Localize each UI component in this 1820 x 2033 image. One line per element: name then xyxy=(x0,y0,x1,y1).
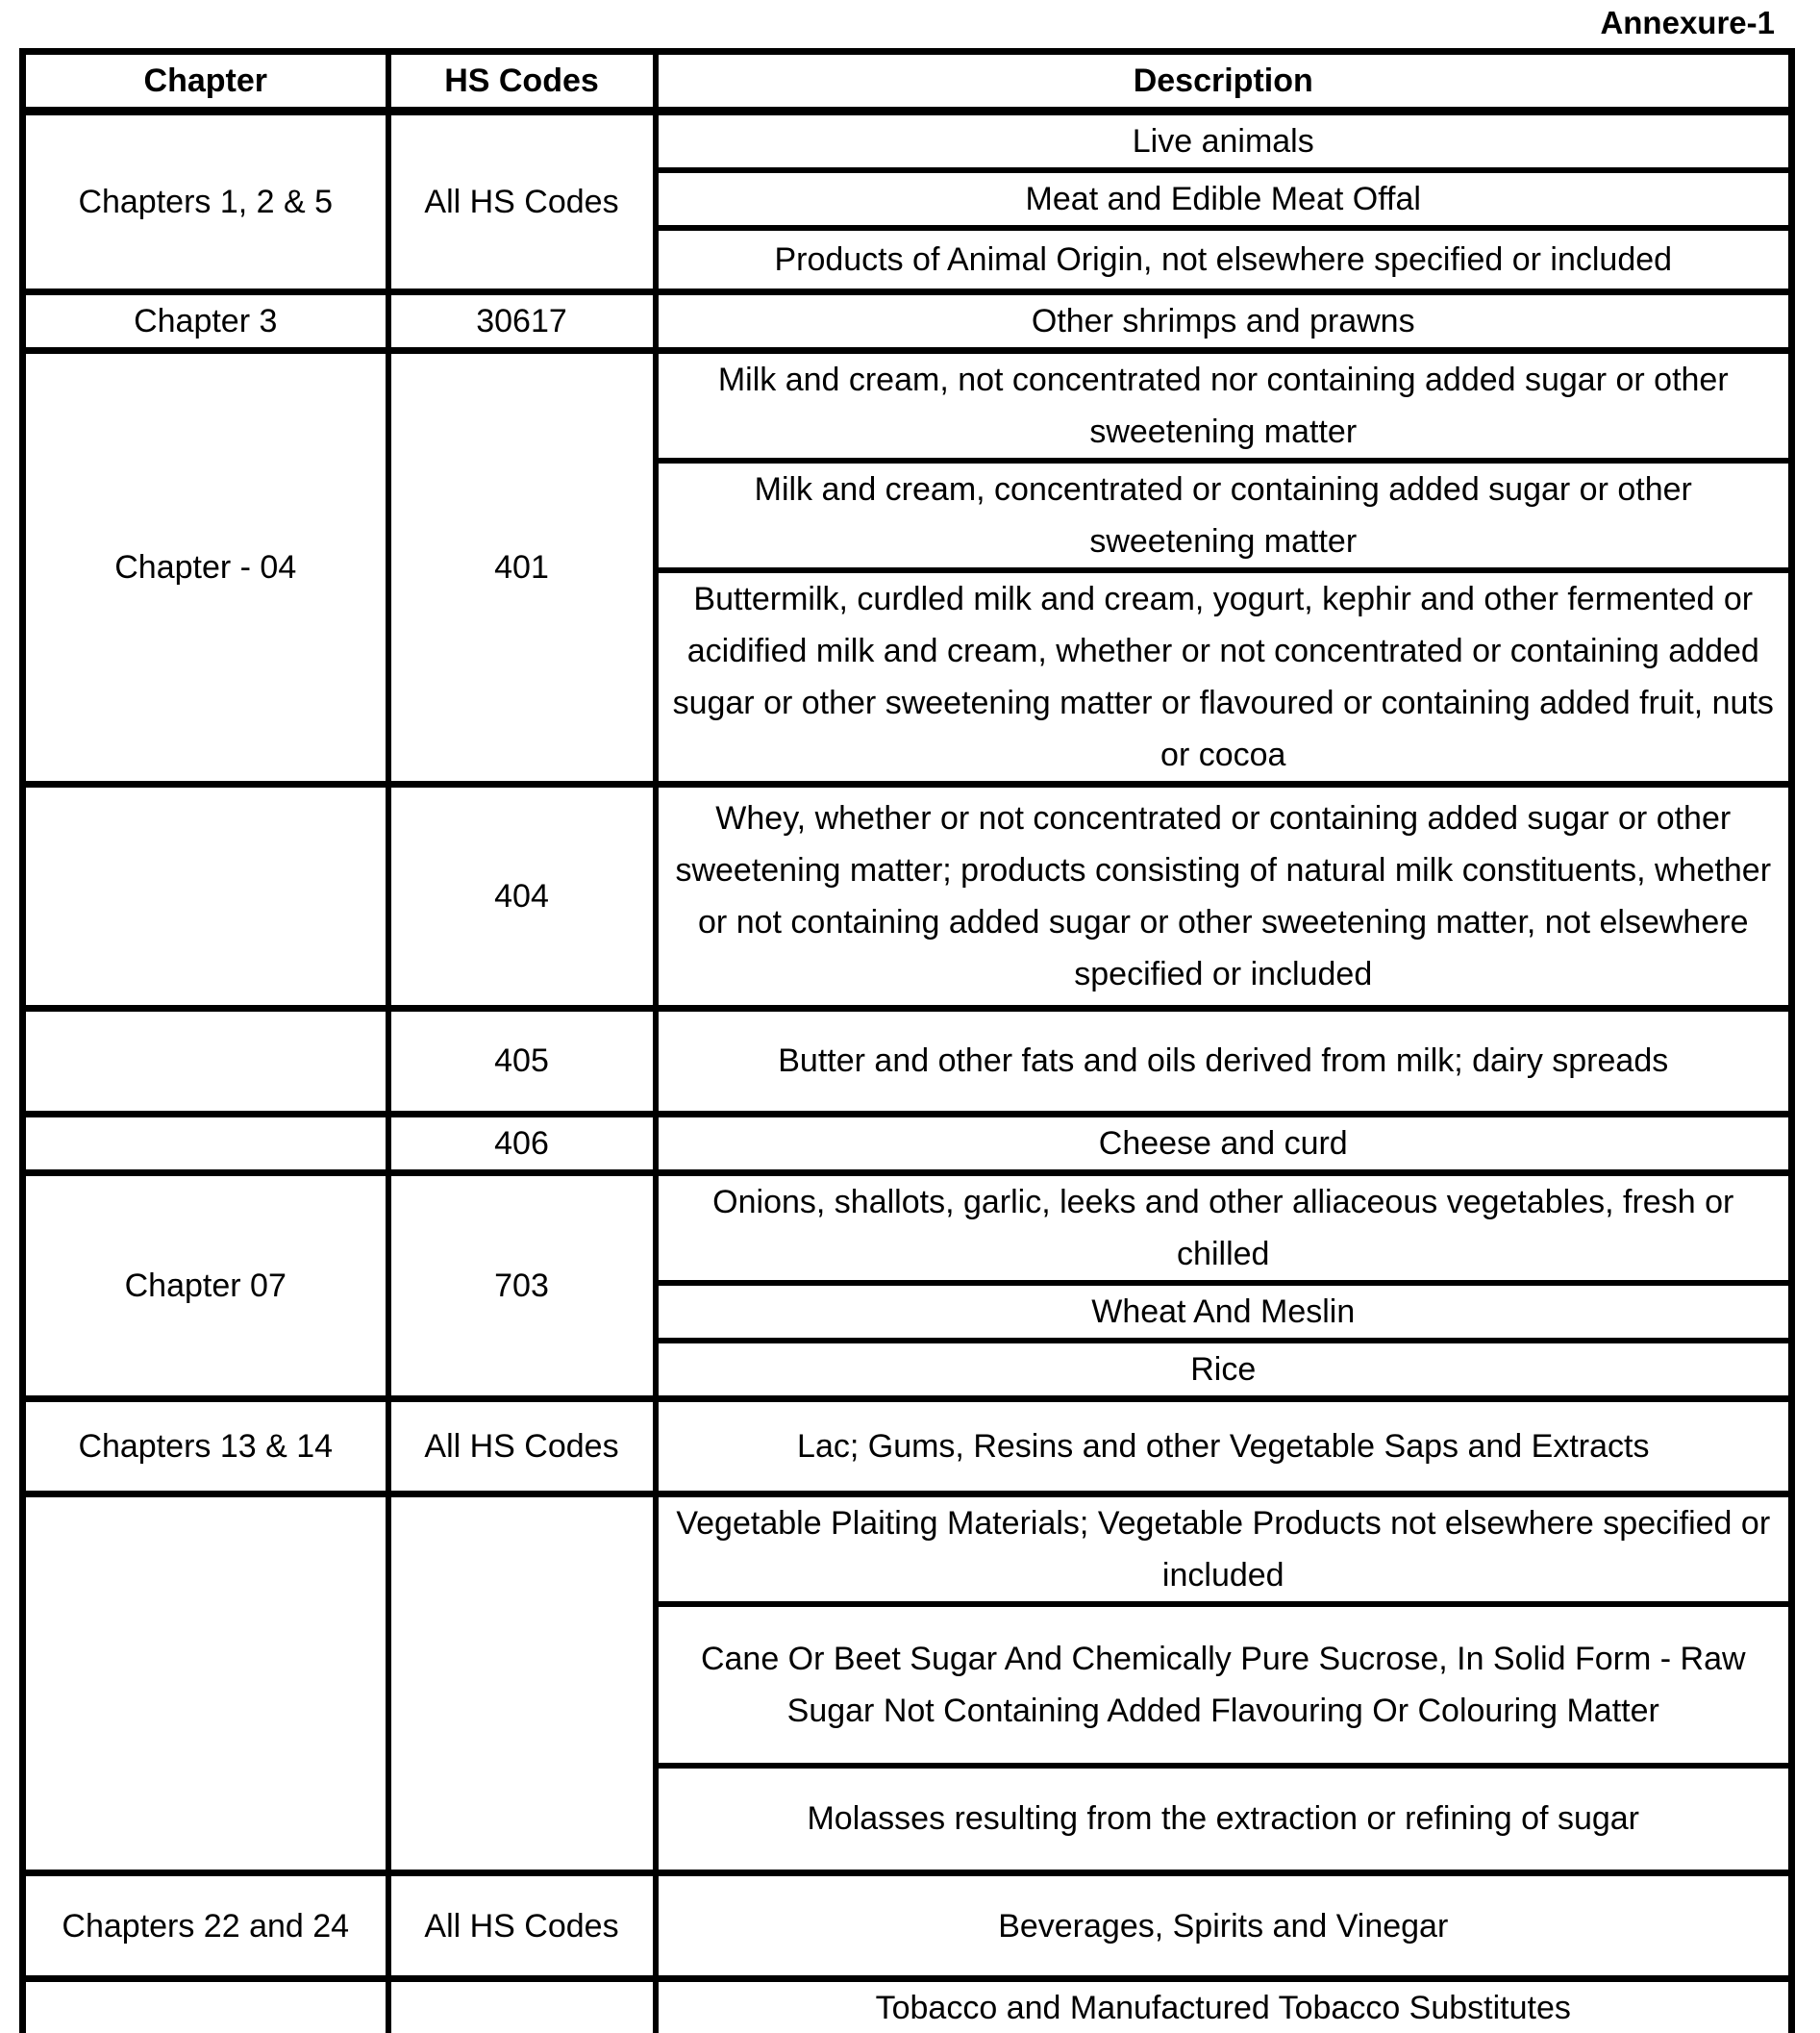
chapter-cell xyxy=(23,1493,388,1873)
description-cell: Molasses resulting from the extraction or refining of sugar xyxy=(656,1766,1792,1873)
description-cell: Tobacco and Manufactured Tobacco Substitutes xyxy=(656,1979,1792,2033)
description-cell: Buttermilk, curdled milk and cream, yogurt, kephir and other fermented or acidified milk and cream, whether or not concentrated or containing added sugar or other sweetening matter or flavoured or containing added fruit, nuts or cocoa xyxy=(656,570,1792,785)
chapter-cell: Chapter 3 xyxy=(23,291,388,350)
hs-codes-cell: All HS Codes xyxy=(388,112,656,292)
hs-codes-cell: 401 xyxy=(388,350,656,784)
chapter-cell xyxy=(23,1114,388,1172)
chapter-cell xyxy=(23,1008,388,1114)
description-cell: Milk and cream, concentrated or containing added sugar or other sweetening matter xyxy=(656,461,1792,570)
table-row xyxy=(23,1979,1792,2033)
table-row xyxy=(23,784,1792,1008)
hs-codes-cell xyxy=(388,1979,656,2033)
hs-codes-cell: 405 xyxy=(388,1008,656,1114)
description-cell: Butter and other fats and oils derived from milk; dairy spreads xyxy=(656,1008,1792,1114)
chapter-cell: Chapter 07 xyxy=(23,1172,388,1398)
table-row xyxy=(23,1008,1792,1114)
page-title: Annexure-1 xyxy=(1600,5,1775,40)
table-row xyxy=(23,1172,1792,1283)
table-row xyxy=(23,350,1792,461)
table-row xyxy=(23,291,1792,350)
table-row xyxy=(23,1873,1792,1979)
hs-codes-cell: 406 xyxy=(388,1114,656,1172)
description-cell: Other shrimps and prawns xyxy=(656,291,1792,350)
chapter-cell: Chapters 1, 2 & 5 xyxy=(23,112,388,292)
chapter-cell: Chapters 13 & 14 xyxy=(23,1398,388,1493)
table-row xyxy=(23,1398,1792,1493)
column-header-chapter: Chapter xyxy=(23,52,388,112)
hs-codes-cell: All HS Codes xyxy=(388,1398,656,1493)
table-row xyxy=(23,112,1792,171)
description-cell: Onions, shallots, garlic, leeks and other alliaceous vegetables, fresh or chilled xyxy=(656,1172,1792,1283)
hs-codes-table xyxy=(19,48,1795,2033)
chapter-cell xyxy=(23,784,388,1008)
table-row xyxy=(23,1493,1792,1604)
hs-codes-cell xyxy=(388,1493,656,1873)
header-row xyxy=(23,52,1792,112)
chapter-cell: Chapter - 04 xyxy=(23,350,388,784)
description-cell: Cane Or Beet Sugar And Chemically Pure Sucrose, In Solid Form - Raw Sugar Not Containing Added Flavouring Or Colouring Matter xyxy=(656,1604,1792,1766)
description-cell: Milk and cream, not concentrated nor containing added sugar or other sweetening matter xyxy=(656,350,1792,461)
column-header-description: Description xyxy=(656,52,1792,112)
hs-codes-cell: 404 xyxy=(388,784,656,1008)
description-cell: Rice xyxy=(656,1341,1792,1399)
hs-codes-cell: 30617 xyxy=(388,291,656,350)
description-cell: Vegetable Plaiting Materials; Vegetable Products not elsewhere specified or included xyxy=(656,1493,1792,1604)
description-cell: Lac; Gums, Resins and other Vegetable Saps and Extracts xyxy=(656,1398,1792,1493)
chapter-cell: Chapters 22 and 24 xyxy=(23,1873,388,1979)
description-cell: Live animals xyxy=(656,112,1792,171)
description-cell: Wheat And Meslin xyxy=(656,1283,1792,1341)
table-row xyxy=(23,1114,1792,1172)
description-cell: Cheese and curd xyxy=(656,1114,1792,1172)
description-cell: Products of Animal Origin, not elsewhere specified or included xyxy=(656,228,1792,291)
description-cell: Beverages, Spirits and Vinegar xyxy=(656,1873,1792,1979)
column-header-hs-codes: HS Codes xyxy=(388,52,656,112)
chapter-cell xyxy=(23,1979,388,2033)
hs-codes-cell: All HS Codes xyxy=(388,1873,656,1979)
description-cell: Whey, whether or not concentrated or containing added sugar or other sweetening matter; products consisting of natural milk constituents, whether or not containing added sugar or other sweetening matter, not elsewhere specified or included xyxy=(656,784,1792,1008)
description-cell: Meat and Edible Meat Offal xyxy=(656,170,1792,228)
hs-codes-cell: 703 xyxy=(388,1172,656,1398)
